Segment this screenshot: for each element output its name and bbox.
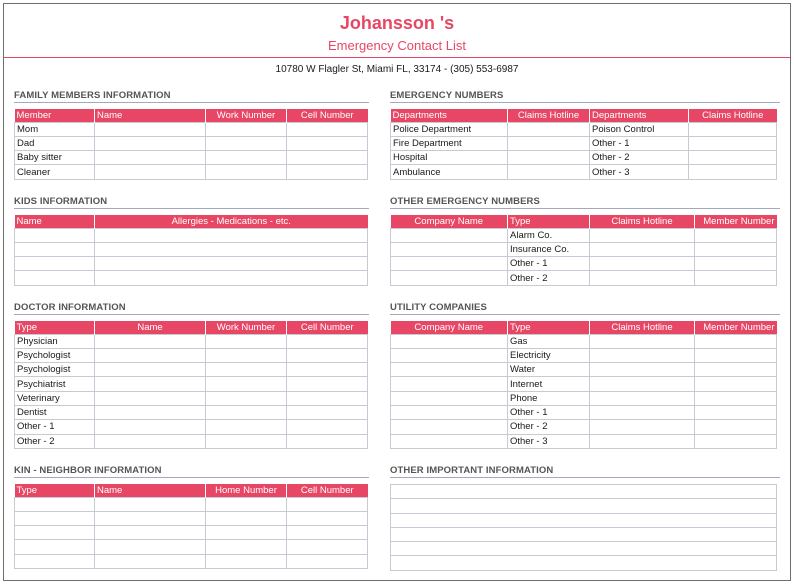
table-cell[interactable]: Mom xyxy=(15,122,95,136)
family-header-row xyxy=(15,109,368,122)
table-cell[interactable]: Other - 2 xyxy=(15,434,95,448)
table-row xyxy=(15,363,368,377)
table-cell[interactable] xyxy=(391,334,508,348)
table-cell[interactable] xyxy=(287,377,368,391)
table-cell[interactable] xyxy=(206,526,287,540)
table-cell[interactable] xyxy=(695,434,777,448)
column-header: Name xyxy=(95,109,206,122)
table-cell[interactable] xyxy=(287,554,368,568)
table-row xyxy=(391,271,777,285)
table-cell[interactable] xyxy=(695,348,777,362)
table-cell[interactable] xyxy=(590,334,695,348)
column-header: Member Number xyxy=(695,321,777,334)
table-row xyxy=(15,420,368,434)
table-row xyxy=(391,136,777,150)
table-cell[interactable] xyxy=(15,497,95,511)
doctor-table xyxy=(14,321,368,449)
table-cell[interactable]: Ambulance xyxy=(391,165,508,179)
table-cell[interactable] xyxy=(287,165,368,179)
table-cell[interactable]: Dentist xyxy=(15,405,95,419)
family-section-title: FAMILY MEMBERS INFORMATION xyxy=(14,90,369,103)
table-cell[interactable] xyxy=(15,526,95,540)
table-cell[interactable] xyxy=(695,228,777,242)
column-header: Type xyxy=(508,321,590,334)
column-header: Type xyxy=(508,215,590,228)
table-row xyxy=(391,434,777,448)
table-cell[interactable] xyxy=(95,257,368,271)
kids-section-title: KIDS INFORMATION xyxy=(14,196,369,209)
other-emergency-header-row xyxy=(391,215,777,228)
column-header: Type xyxy=(15,321,95,334)
table-cell[interactable] xyxy=(206,165,287,179)
table-row xyxy=(15,228,368,242)
column-header: Home Number xyxy=(206,484,287,497)
table-cell[interactable] xyxy=(695,242,777,256)
table-cell[interactable] xyxy=(206,151,287,165)
table-row xyxy=(391,363,777,377)
table-cell[interactable] xyxy=(206,420,287,434)
table-cell[interactable] xyxy=(287,526,368,540)
column-header: Departments xyxy=(391,109,508,122)
table-cell[interactable]: Other - 2 xyxy=(508,271,590,285)
table-cell[interactable] xyxy=(508,151,590,165)
table-row xyxy=(391,228,777,242)
table-row xyxy=(391,542,777,556)
table-cell[interactable] xyxy=(590,242,695,256)
table-cell[interactable] xyxy=(689,136,777,150)
kin-section-title: KIN - NEIGHBOR INFORMATION xyxy=(14,465,369,478)
table-cell[interactable] xyxy=(508,165,590,179)
table-cell[interactable] xyxy=(391,228,508,242)
table-cell[interactable] xyxy=(590,391,695,405)
table-cell[interactable] xyxy=(206,122,287,136)
emergency-section-title: EMERGENCY NUMBERS xyxy=(390,90,780,103)
table-row xyxy=(15,334,368,348)
table-cell[interactable] xyxy=(391,271,508,285)
table-cell[interactable]: Other - 1 xyxy=(590,136,689,150)
table-row xyxy=(15,165,368,179)
other-emergency-section xyxy=(390,196,780,286)
table-cell[interactable] xyxy=(590,257,695,271)
column-header: Allergies - Medications - etc. xyxy=(95,215,368,228)
table-cell[interactable] xyxy=(15,242,95,256)
doctor-section-title: DOCTOR INFORMATION xyxy=(14,302,369,315)
table-cell[interactable] xyxy=(391,513,777,527)
column-header: Company Name xyxy=(391,215,508,228)
family-table xyxy=(14,109,368,180)
table-cell[interactable] xyxy=(95,511,206,525)
table-cell[interactable] xyxy=(590,405,695,419)
table-cell[interactable] xyxy=(206,497,287,511)
table-row xyxy=(391,513,777,527)
doctor-section xyxy=(14,302,369,449)
table-cell[interactable] xyxy=(590,363,695,377)
page-title: Johansson 's xyxy=(339,13,455,33)
table-row xyxy=(391,242,777,256)
column-header: Name xyxy=(95,484,206,497)
table-cell[interactable] xyxy=(590,228,695,242)
table-cell[interactable] xyxy=(95,540,206,554)
table-row xyxy=(15,540,368,554)
table-cell[interactable] xyxy=(95,391,206,405)
table-row xyxy=(391,377,777,391)
table-cell[interactable] xyxy=(695,405,777,419)
table-cell[interactable] xyxy=(15,540,95,554)
family-section xyxy=(14,90,369,180)
table-row xyxy=(15,405,368,419)
table-row xyxy=(15,434,368,448)
table-cell[interactable] xyxy=(695,257,777,271)
title-band xyxy=(4,4,790,58)
table-cell[interactable] xyxy=(95,497,206,511)
table-cell[interactable] xyxy=(287,151,368,165)
table-cell[interactable] xyxy=(287,434,368,448)
table-cell[interactable] xyxy=(206,434,287,448)
table-cell[interactable] xyxy=(95,348,206,362)
table-cell[interactable]: Police Department xyxy=(391,122,508,136)
table-cell[interactable]: Other - 3 xyxy=(508,434,590,448)
table-row xyxy=(391,485,777,499)
kids-section xyxy=(14,196,369,286)
other-info-section xyxy=(390,465,780,571)
table-cell[interactable] xyxy=(695,391,777,405)
table-cell[interactable] xyxy=(95,151,206,165)
table-row xyxy=(391,122,777,136)
table-row xyxy=(15,497,368,511)
utility-table xyxy=(390,321,777,449)
column-header: Claims Hotline xyxy=(590,321,695,334)
table-cell[interactable] xyxy=(287,391,368,405)
table-row xyxy=(391,391,777,405)
table-cell[interactable] xyxy=(287,405,368,419)
table-cell[interactable] xyxy=(95,242,368,256)
table-cell[interactable]: Other - 2 xyxy=(590,151,689,165)
table-cell[interactable] xyxy=(287,540,368,554)
table-cell[interactable] xyxy=(95,271,368,285)
table-cell[interactable]: Hospital xyxy=(391,151,508,165)
table-cell[interactable] xyxy=(287,348,368,362)
table-cell[interactable]: Alarm Co. xyxy=(508,228,590,242)
kin-header-row xyxy=(15,484,368,497)
column-header: Claims Hotline xyxy=(689,109,777,122)
table-cell[interactable]: Other - 2 xyxy=(508,420,590,434)
table-row xyxy=(391,527,777,541)
table-cell[interactable] xyxy=(95,165,206,179)
table-cell[interactable] xyxy=(95,405,206,419)
table-cell[interactable] xyxy=(95,377,206,391)
table-cell[interactable] xyxy=(689,165,777,179)
table-cell[interactable] xyxy=(391,363,508,377)
table-cell[interactable]: Phone xyxy=(508,391,590,405)
column-header: Work Number xyxy=(206,321,287,334)
table-cell[interactable] xyxy=(391,348,508,362)
table-cell[interactable] xyxy=(95,228,368,242)
doctor-header-row xyxy=(15,321,368,334)
table-cell[interactable] xyxy=(391,405,508,419)
table-row xyxy=(391,420,777,434)
table-cell[interactable] xyxy=(95,420,206,434)
table-row xyxy=(15,526,368,540)
table-cell[interactable] xyxy=(95,136,206,150)
table-cell[interactable] xyxy=(15,257,95,271)
column-header: Company Name xyxy=(391,321,508,334)
table-cell[interactable] xyxy=(695,271,777,285)
table-cell[interactable] xyxy=(287,497,368,511)
table-cell[interactable]: Psychologist xyxy=(15,363,95,377)
address-line: 10780 W Flagler St, Miami FL, 33174 - (305) 553-6987 xyxy=(275,64,519,75)
table-cell[interactable] xyxy=(391,391,508,405)
table-cell[interactable] xyxy=(695,420,777,434)
column-header: Claims Hotline xyxy=(508,109,590,122)
column-header: Cell Number xyxy=(287,321,368,334)
emergency-table xyxy=(390,109,777,180)
table-cell[interactable] xyxy=(95,434,206,448)
column-header: Cell Number xyxy=(287,484,368,497)
table-cell[interactable] xyxy=(206,348,287,362)
table-cell[interactable] xyxy=(287,334,368,348)
column-header: Member xyxy=(15,109,95,122)
column-header: Departments xyxy=(590,109,689,122)
table-cell[interactable] xyxy=(15,554,95,568)
table-cell[interactable]: Internet xyxy=(508,377,590,391)
column-header: Work Number xyxy=(206,109,287,122)
kids-header-row xyxy=(15,215,368,228)
table-cell[interactable] xyxy=(391,434,508,448)
table-cell[interactable] xyxy=(695,334,777,348)
table-cell[interactable] xyxy=(206,136,287,150)
table-cell[interactable] xyxy=(590,271,695,285)
table-row xyxy=(391,165,777,179)
table-row xyxy=(15,554,368,568)
table-cell[interactable] xyxy=(206,554,287,568)
table-cell[interactable]: Other - 1 xyxy=(15,420,95,434)
table-cell[interactable] xyxy=(95,554,206,568)
emergency-header-row xyxy=(391,109,777,122)
table-cell[interactable] xyxy=(206,363,287,377)
table-cell[interactable]: Fire Department xyxy=(391,136,508,150)
table-row xyxy=(15,242,368,256)
table-cell[interactable] xyxy=(391,257,508,271)
table-cell[interactable] xyxy=(391,556,777,570)
table-cell[interactable]: Physician xyxy=(15,334,95,348)
other-info-section-title: OTHER IMPORTANT INFORMATION xyxy=(390,465,780,478)
table-cell[interactable] xyxy=(391,377,508,391)
table-cell[interactable] xyxy=(508,122,590,136)
table-cell[interactable] xyxy=(15,511,95,525)
table-cell[interactable] xyxy=(590,434,695,448)
table-cell[interactable] xyxy=(695,377,777,391)
table-cell[interactable] xyxy=(15,271,95,285)
column-header: Cell Number xyxy=(287,109,368,122)
table-row xyxy=(15,151,368,165)
table-row xyxy=(391,499,777,513)
table-cell[interactable] xyxy=(95,334,206,348)
table-cell[interactable]: Other - 3 xyxy=(590,165,689,179)
table-cell[interactable] xyxy=(287,420,368,434)
table-cell[interactable]: Dad xyxy=(15,136,95,150)
kids-table xyxy=(14,215,368,286)
table-cell[interactable] xyxy=(508,136,590,150)
table-cell[interactable] xyxy=(95,122,206,136)
table-cell[interactable]: Poison Control xyxy=(590,122,689,136)
page-subtitle: Emergency Contact List xyxy=(327,38,466,53)
utility-section-title: UTILITY COMPANIES xyxy=(390,302,780,315)
table-cell[interactable] xyxy=(206,334,287,348)
table-row xyxy=(15,136,368,150)
table-row xyxy=(391,348,777,362)
table-cell[interactable] xyxy=(391,542,777,556)
table-cell[interactable] xyxy=(206,511,287,525)
other-emergency-section-title: OTHER EMERGENCY NUMBERS xyxy=(390,196,780,209)
emergency-section xyxy=(390,90,780,180)
table-cell[interactable] xyxy=(590,348,695,362)
table-row xyxy=(391,556,777,570)
table-row xyxy=(15,122,368,136)
table-cell[interactable]: Baby sitter xyxy=(15,151,95,165)
table-cell[interactable] xyxy=(391,499,777,513)
table-cell[interactable] xyxy=(287,511,368,525)
table-cell[interactable] xyxy=(95,526,206,540)
table-cell[interactable] xyxy=(689,122,777,136)
other-emergency-table xyxy=(390,215,777,286)
table-cell[interactable]: Water xyxy=(508,363,590,377)
kin-section xyxy=(14,465,369,569)
table-cell[interactable]: Cleaner xyxy=(15,165,95,179)
table-cell[interactable] xyxy=(287,136,368,150)
table-row xyxy=(15,511,368,525)
contact-sheet xyxy=(3,3,791,581)
column-header: Name xyxy=(95,321,206,334)
table-row xyxy=(15,391,368,405)
other-info-table xyxy=(390,484,777,571)
table-cell[interactable] xyxy=(206,391,287,405)
table-cell[interactable] xyxy=(287,363,368,377)
table-cell[interactable] xyxy=(95,363,206,377)
table-row xyxy=(391,334,777,348)
table-cell[interactable] xyxy=(391,485,777,499)
table-cell[interactable] xyxy=(689,151,777,165)
table-cell[interactable] xyxy=(391,242,508,256)
table-cell[interactable] xyxy=(590,420,695,434)
utility-header-row xyxy=(391,321,777,334)
table-cell[interactable] xyxy=(391,420,508,434)
column-header: Name xyxy=(15,215,95,228)
column-header: Member Number xyxy=(695,215,777,228)
table-cell[interactable] xyxy=(590,377,695,391)
table-row xyxy=(15,271,368,285)
table-cell[interactable]: Other - 1 xyxy=(508,405,590,419)
table-cell[interactable]: Insurance Co. xyxy=(508,242,590,256)
table-row xyxy=(15,377,368,391)
table-cell[interactable] xyxy=(206,540,287,554)
table-cell[interactable] xyxy=(695,363,777,377)
table-cell[interactable]: Veterinary xyxy=(15,391,95,405)
column-header: Type xyxy=(15,484,95,497)
table-cell[interactable] xyxy=(206,377,287,391)
kin-table xyxy=(14,484,368,569)
table-row xyxy=(15,257,368,271)
utility-section xyxy=(390,302,780,449)
table-cell[interactable] xyxy=(206,405,287,419)
table-cell[interactable] xyxy=(287,122,368,136)
table-row xyxy=(15,348,368,362)
table-cell[interactable]: Electricity xyxy=(508,348,590,362)
column-header: Claims Hotline xyxy=(590,215,695,228)
table-cell[interactable]: Psychologist xyxy=(15,348,95,362)
table-row xyxy=(391,257,777,271)
table-cell[interactable] xyxy=(15,228,95,242)
table-row xyxy=(391,151,777,165)
table-cell[interactable]: Other - 1 xyxy=(508,257,590,271)
table-row xyxy=(391,405,777,419)
table-cell[interactable]: Gas xyxy=(508,334,590,348)
table-cell[interactable]: Psychiatrist xyxy=(15,377,95,391)
table-cell[interactable] xyxy=(391,527,777,541)
